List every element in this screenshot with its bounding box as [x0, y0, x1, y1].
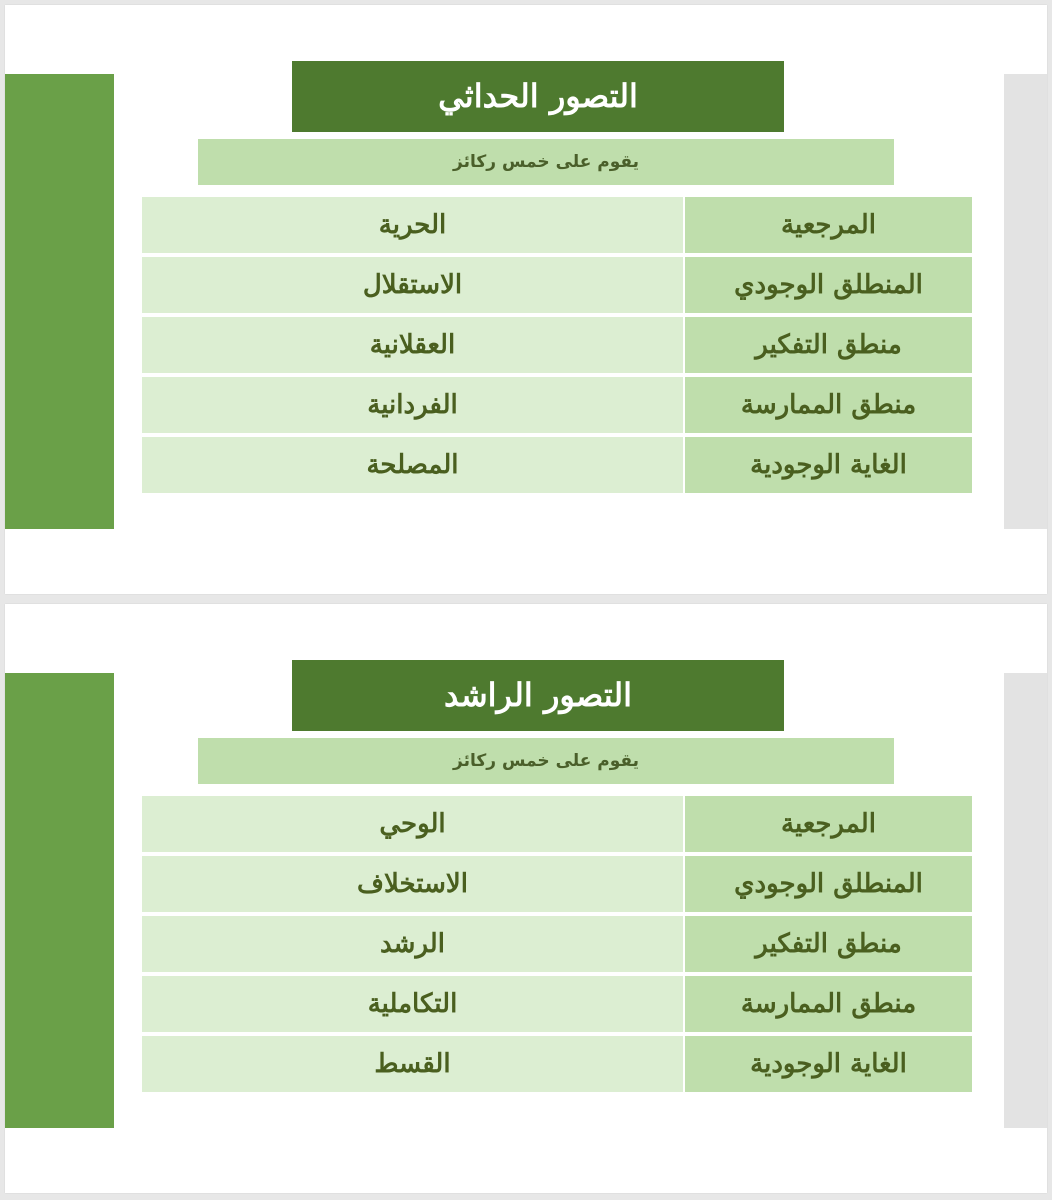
- pillar-value-cell: الاستخلاف: [142, 856, 683, 912]
- table-row: [142, 377, 972, 433]
- pillar-value-cell: الحرية: [142, 197, 683, 253]
- pillar-key-cell: المنطلق الوجودي: [685, 257, 972, 313]
- pillars-table: [142, 796, 972, 1096]
- pillar-value-cell: التكاملية: [142, 976, 683, 1032]
- pillar-key-cell: المرجعية: [685, 197, 972, 253]
- pillar-key-cell: الغاية الوجودية: [685, 437, 972, 493]
- slide-title: التصور الحداثي: [292, 61, 784, 132]
- pillar-key-cell: الغاية الوجودية: [685, 1036, 972, 1092]
- table-row: [142, 1036, 972, 1092]
- table-row: [142, 976, 972, 1032]
- pillar-value-cell: المصلحة: [142, 437, 683, 493]
- pillar-key-cell: المنطلق الوجودي: [685, 856, 972, 912]
- right-gray-bar: [1004, 673, 1047, 1128]
- table-row: [142, 856, 972, 912]
- table-row: [142, 197, 972, 253]
- table-row: [142, 437, 972, 493]
- pillars-table: [142, 197, 972, 497]
- left-accent-bar: [5, 673, 114, 1128]
- pillar-key-cell: منطق التفكير: [685, 317, 972, 373]
- right-gray-bar: [1004, 74, 1047, 529]
- table-row: [142, 257, 972, 313]
- pillar-value-cell: الرشد: [142, 916, 683, 972]
- pillar-key-cell: منطق الممارسة: [685, 976, 972, 1032]
- slide-guided-concept: [5, 604, 1047, 1193]
- table-row: [142, 317, 972, 373]
- pillar-value-cell: الوحي: [142, 796, 683, 852]
- slide-title: التصور الراشد: [292, 660, 784, 731]
- pillar-value-cell: العقلانية: [142, 317, 683, 373]
- table-row: [142, 796, 972, 852]
- slide-subtitle: يقوم على خمس ركائز: [198, 738, 894, 784]
- table-row: [142, 916, 972, 972]
- slide-subtitle: يقوم على خمس ركائز: [198, 139, 894, 185]
- slide-modernist-concept: [5, 5, 1047, 594]
- pillar-value-cell: القسط: [142, 1036, 683, 1092]
- pillar-value-cell: الفردانية: [142, 377, 683, 433]
- pillar-key-cell: منطق الممارسة: [685, 377, 972, 433]
- left-accent-bar: [5, 74, 114, 529]
- pillar-key-cell: منطق التفكير: [685, 916, 972, 972]
- pillar-key-cell: المرجعية: [685, 796, 972, 852]
- pillar-value-cell: الاستقلال: [142, 257, 683, 313]
